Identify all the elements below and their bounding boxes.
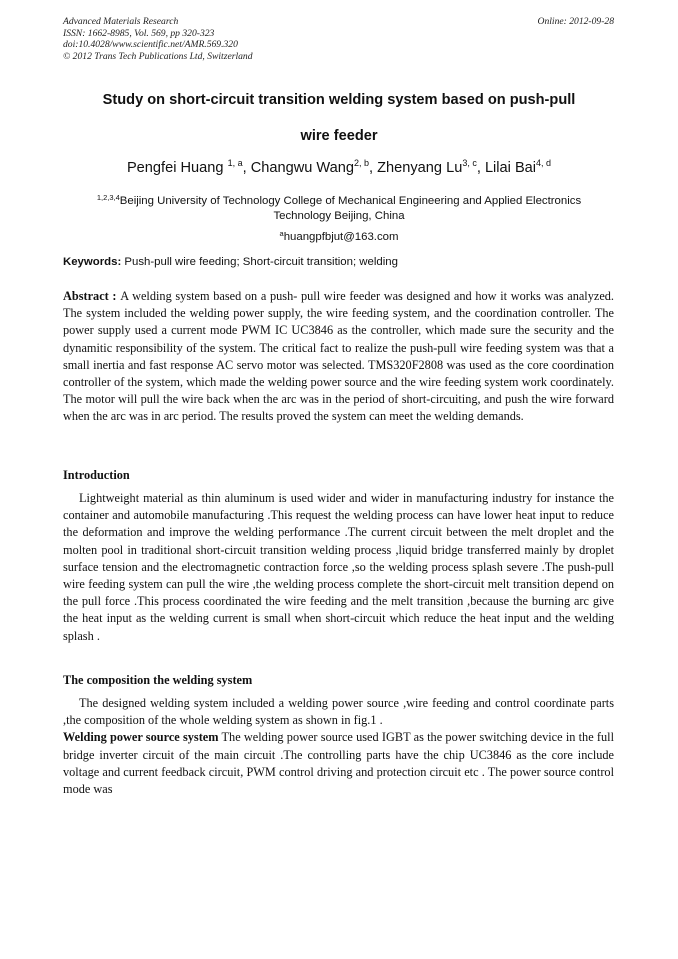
author-sup: 4, d (536, 158, 552, 168)
author-name: Zhenyang Lu (377, 160, 463, 176)
author-sup: 2, b (353, 158, 369, 168)
composition-heading: The composition the welding system (63, 673, 253, 687)
affiliation-sup: 1,2,3,4 (96, 193, 120, 202)
composition-paragraph: The designed welding system included a welding power source ,wire feeding and control coordinate parts ,the composition of the whole welding system as shown in fig.1 . (63, 696, 614, 728)
issn-line: ISSN: 1662-8985, Vol. 569, pp 320-323 (63, 27, 215, 39)
composition-body (63, 695, 614, 798)
abstract-label: Abstract : (63, 289, 121, 303)
keywords-line (63, 256, 398, 268)
introduction-heading: Introduction (63, 468, 130, 482)
abstract-text: A welding system based on a push- pull wire feeder was designed and how it works was analyzed. The system included the welding power supply, the wire feeding system, and the coordination controller. The power supply used a current mode PWM IC UC3846 as the controller, which made sure the security and the dynamitic responsibility of the system. The critical fact to realize the push-pull wire feeding system was that a small inertia and fast response AC servo motor was selected. TMS320F2808 was used as the core coordination controller of the system, which made the welding power source and the wire feeding system work coordinately. The motor will pull the wire back when the arc was in the period of short-circuiting, and push the wire forward when the arc was in arc period. The results proved the system can meet the welding demands. (63, 289, 614, 424)
doi-line: doi:10.4028/www.scientific.net/AMR.569.320 (63, 39, 238, 50)
author-name: Lilai Bai (484, 160, 537, 176)
power-source-paragraph: Welding power source system The welding power source used IGBT as the power switching device in the full bridge inverter circuit of the main circuit .The controlling parts have the chip UC3846 as the core include voltage and current feedback circuit, PWM control driving and protection circuit etc . The power source control mode was (63, 730, 614, 797)
author-list: Pengfei Huang $^{1, a}$, Changwu Wang$^{2, b}$, Zhenyang Lu$^{3, c}$, Lilai Bai$^{4, d}$ (126, 158, 552, 176)
introduction-body (63, 490, 614, 645)
journal-name: Advanced Materials Research (63, 16, 179, 27)
paper-title-line-2: wire feeder (300, 128, 378, 144)
keywords-label: Keywords: (63, 256, 122, 268)
email-sup: a (279, 229, 284, 238)
abstract-block (63, 288, 614, 426)
power-source-subheading: Welding power source system (63, 730, 219, 745)
author-name: Pengfei Huang (126, 160, 228, 176)
introduction-paragraph: Lightweight material as thin aluminum is used wider and wider in manufacturing industry for instance the container and automobile manufacturing .This request the welding process can have lower heat input to reduce the deformation and improve the welding performance .The current circuit between the melt droplet and the molten pool in traditional short-circuit transition welding process ,liquid bridge transferred mainly by droplet surface tension and the electromagnetic contraction force ,so the welding process splash severe .The push-pull wire feeding system can pull the wire ,the welding process complete the short-circuit melt transition depend on the pull force .This process coordinated the wire feeding and the melt transition ,because the burning arc give the heat input as the welding current is small when short-circuit which reduce the heat input and the welding splash . (63, 491, 614, 643)
author-sup: 1, a (227, 158, 243, 168)
journal-header (63, 16, 253, 62)
author-sup: 3, c (462, 158, 477, 168)
affiliation-line-1: $^{1,2,3,4}$Beijing University of Technology College of Mechanical Engineering and Applied Electronics (96, 193, 582, 207)
author-name: Changwu Wang (250, 160, 354, 176)
online-date: Online: 2012-09-28 (537, 16, 614, 27)
paper-title-line-1: Study on short-circuit transition welding system based on push-pull (102, 92, 576, 108)
copyright-line: © 2012 Trans Tech Publications Ltd, Switzerland (63, 50, 253, 62)
author-email: $^a$huangpfbjut@163.com (279, 229, 399, 243)
keywords-text: Push-pull wire feeding; Short-circuit transition; welding (121, 256, 398, 268)
affiliation-line-2: Technology Beijing, China (273, 210, 405, 222)
